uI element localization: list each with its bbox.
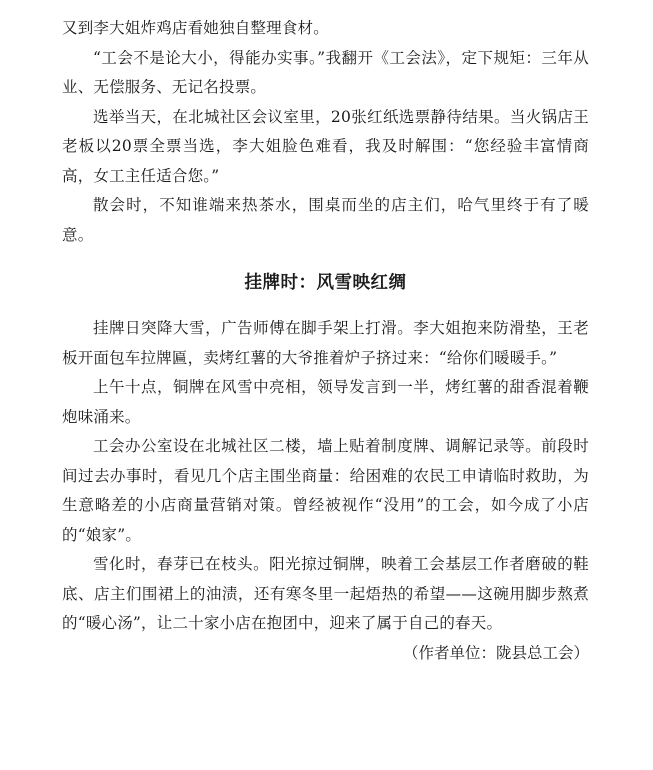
paragraph-8: 雪化时，春芽已在枝头。阳光掠过铜牌，映着工会基层工作者磨破的鞋底、店主们围裙上的油渍，还有寒冬里一起焐热的希望——这碗用脚步熬煮的“暖心汤”，让二十家小店在抱团中，迎来了属于自己的春天。 [62, 555, 589, 632]
paragraph-4: 散会时，不知谁端来热茶水，围桌而坐的店主们，哈气里终于有了暖意。 [62, 196, 589, 244]
article-body [62, 14, 589, 668]
paragraph-6: 上午十点，铜牌在风雪中亮相，领导发言到一半，烤红薯的甜香混着鞭炮味涌来。 [62, 378, 589, 426]
section-title: 挂牌时：风雪映红绸 [244, 273, 407, 293]
paragraph-7: 工会办公室设在北城社区二楼，墙上贴着制度牌、调解记录等。前段时间过去办事时，看见几个店主围坐商量：给困难的农民工申请临时救助，为生意略差的小店商量营销对策。曾经被视作“没用”的工会，如今成了小店的“娘家”。 [62, 437, 589, 544]
paragraph-2: “工会不是论大小，得能办实事。”我翻开《工会法》，定下规矩：三年从业、无偿服务、无记名投票。 [62, 48, 589, 96]
paragraph-1: 又到李大姐炸鸡店看她独自整理食材。 [62, 19, 329, 37]
paragraph-5: 挂牌日突降大雪，广告师傅在脚手架上打滑。李大姐抱来防滑垫，王老板开面包车拉牌匾，卖烤红薯的大爷推着炉子挤过来：“给你们暖暖手。” [62, 319, 589, 367]
paragraph-3: 选举当天，在北城社区会议室里，20张红纸选票静待结果。当火锅店王老板以20票全票当选，李大姐脸色难看，我及时解围：“您经验丰富情商高，女工主任适合您。” [62, 107, 589, 185]
author-byline: （作者单位：陇县总工会） [402, 643, 589, 662]
